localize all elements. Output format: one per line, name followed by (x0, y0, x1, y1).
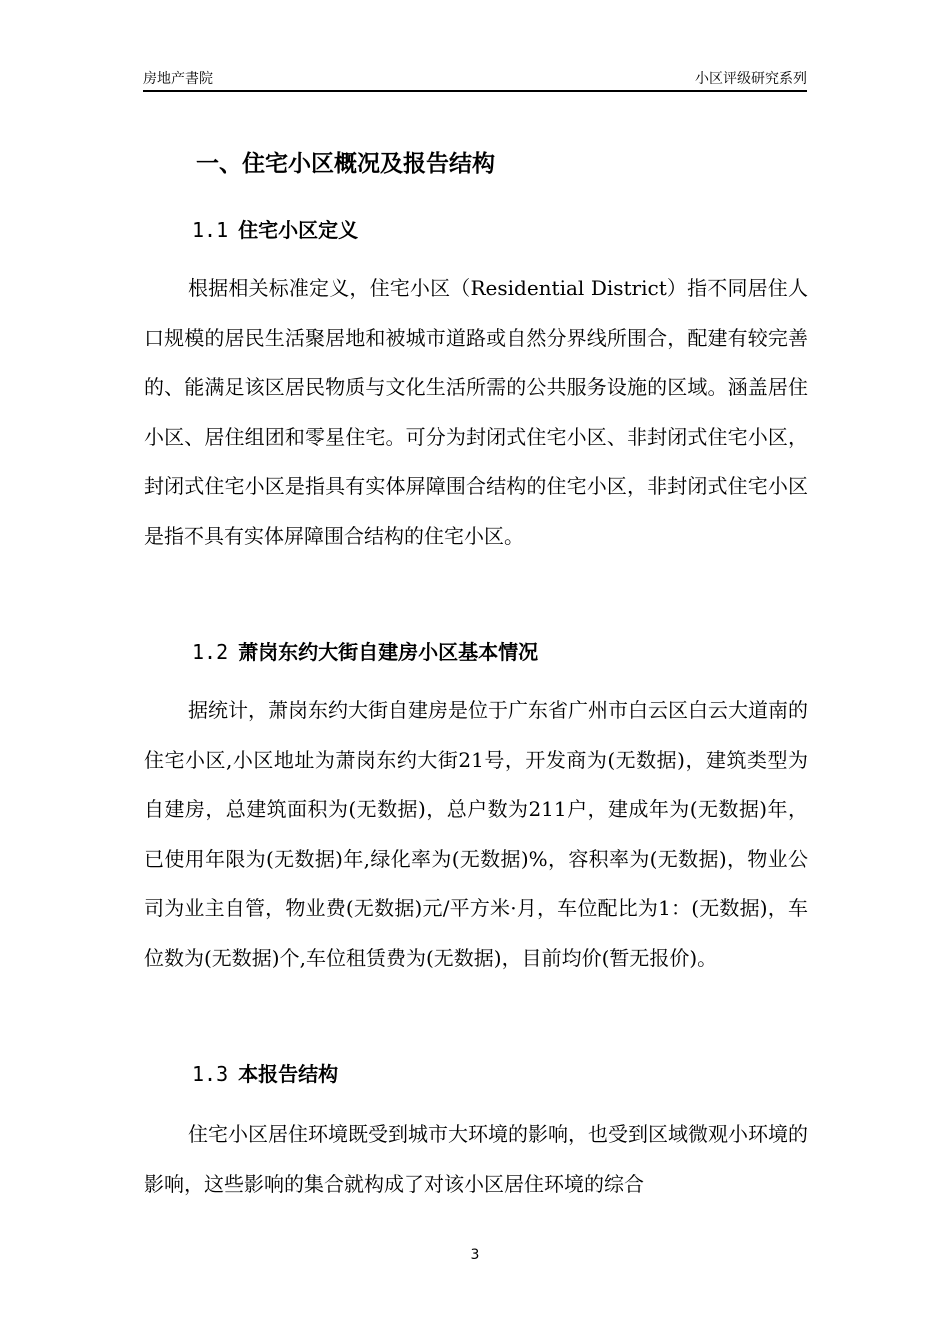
chapter-title: 一、住宅小区概况及报告结构 (196, 151, 495, 177)
section-paragraph-1-3: 住宅小区居住环境既受到城市大环境的影响，也受到区域微观小环境的影响，这些影响的集合就构成了对该小区居住环境的综合 (144, 1122, 808, 1196)
header-series: 小区评级研究系列 (695, 71, 807, 87)
page-number: 3 (470, 1247, 480, 1263)
section-number: 1.3 (192, 1062, 229, 1086)
section-heading-1-2 (192, 636, 538, 665)
page-header (143, 66, 807, 92)
section-title: 萧岗东约大街自建房小区基本情况 (238, 640, 539, 664)
section-heading-1-3 (192, 1058, 338, 1087)
section-paragraph-1-1: 根据相关标准定义，住宅小区（Residential District）指不同居住人口规模的居民生活聚居地和被城市道路或自然分界线所围合，配建有较完善的、能满足该区居民物质与文化生活所需的公共服务设施的区域。涵盖居住小区、居住组团和零星住宅。可分为封闭式住宅小区、非封闭式住宅小区，封闭式住宅小区是指具有实体屏障围合结构的住宅小区，非封闭式住宅小区是指不具有实体屏障围合结构的住宅小区。 (144, 276, 808, 548)
header-publisher: 房地产書院 (143, 71, 213, 87)
section-title: 本报告结构 (238, 1062, 339, 1086)
section-paragraph-1-2: 据统计，萧岗东约大街自建房是位于广东省广州市白云区白云大道南的住宅小区,小区地址为萧岗东约大街21号，开发商为(无数据)，建筑类型为自建房，总建筑面积为(无数据)，总户数为211户，建成年为(无数据)年，已使用年限为(无数据)年,绿化率为(无数据)%，容积率为(无数据)，物业公司为业主自管，物业费(无数据)元/平方米·月，车位配比为1：(无数据)，车位数为(无数据)个,车位租赁费为(无数据)，目前均价(暂无报价)。 (144, 698, 808, 970)
section-number: 1.1 (192, 218, 229, 242)
section-title: 住宅小区定义 (238, 218, 359, 242)
section-heading-1-1 (192, 214, 358, 243)
section-number: 1.2 (192, 640, 229, 664)
